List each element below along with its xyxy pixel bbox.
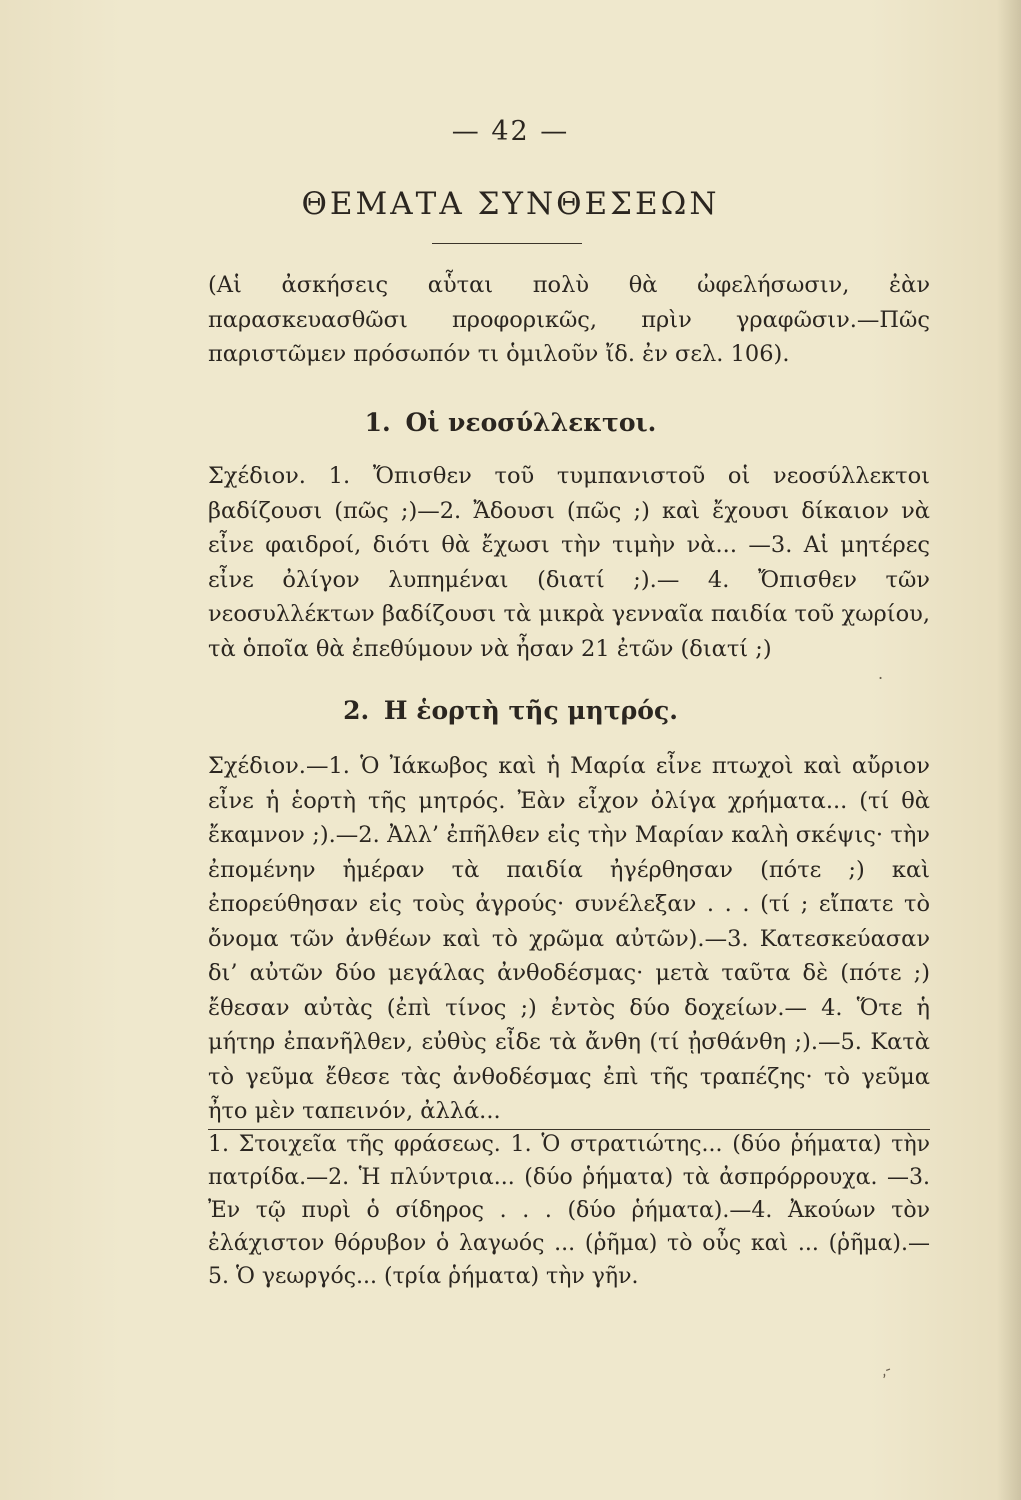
section-1-number: 1. [364,408,391,437]
page-edge-shadow [997,0,1021,1500]
section-2-heading [0,696,1021,725]
title-divider [432,243,582,244]
print-speck: ,- [877,1358,894,1381]
print-speck: . [878,664,884,683]
section-1-title: Οἱ νεοσύλλεκτοι. [405,408,657,437]
page-title: ΘΕΜΑΤΑ ΣΥΝΘΕΣΕΩΝ [301,186,720,222]
section-2-body: Σχέδιον.—1. Ὁ Ἰάκωβος καὶ ἡ Μαρία εἶνε πτωχοὶ καὶ αὔριον εἶνε ἡ ἑορτὴ τῆς μητρός. Ἐὰν εἶχον ὀλίγα χρήματα... (τί θὰ ἔκαμνον ;).—2. Ἀλλ’ ἐπῆλθεν εἰς τὴν Μαρίαν καλὴ σκέψις· τὴν ἐπομένην ἡμέραν τὰ παιδία ἠγέρθησαν (πότε ;) καὶ ἐπορεύθησαν εἰς τοὺς ἀγρούς· συνέλεξαν . . . (τί ; εἴπατε τὸ ὄνομα τῶν ἀνθέων καὶ τὸ χρῶμα αὐτῶν).—3. Κατεσκεύασαν δι’ αὐτῶν δύο μεγάλας ἀνθοδέσμας· μετὰ ταῦτα δὲ (πότε ;) ἔθεσαν αὐτὰς (ἐπὶ τίνος ;) ἐντὸς δύο δοχείων.— 4. Ὅτε ἡ μήτηρ ἐπανῆλθεν, εὐθὺς εἶδε τὰ ἄνθη (τί ᾐσθάνθη ;).—5. Κατὰ τὸ γεῦμα ἔθεσε τὰς ἀνθοδέσμας ἐπὶ τῆς τραπέζης· τὸ γεῦμα ἦτο μὲν ταπεινόν, ἀλλά... [208,753,930,1124]
footnote: 1. Στοιχεῖα τῆς φράσεως. 1. Ὁ στρατιώτης... (δύο ῥήματα) τὴν πατρίδα.—2. Ἡ πλύντρια... (δύο ῥήματα) τὰ ἀσπρόρρουχα. —3. Ἐν τῷ πυρὶ ὁ σίδηρος . . . (δύο ῥήματα).—4. Ἀκούων τὸν ἐλάχιστον θόρυβον ὁ λαγωός ... (ῥῆμα) τὸ οὖς καὶ ... (ῥῆμα).— 5. Ὁ γεωργός... (τρία ῥήματα) τὴν γῆν. [208,1132,930,1289]
section-2-title: Η ἑορτὴ τῆς μητρός. [383,696,678,725]
intro-paragraph: (Αἱ ἀσκήσεις αὗται πολὺ θὰ ὠφελήσωσιν, ἐὰν παρασκευασθῶσι προφορικῶς, πρὶν γραφῶσιν.—Πῶς παριστῶμεν πρόσωπόν τι ὁμιλοῦν ἴδ. ἐν σελ. 106). [208,272,930,367]
section-2-number: 2. [343,696,370,725]
page-number: — 42 — [451,116,570,147]
section-1-body: Σχέδιον. 1. Ὄπισθεν τοῦ τυμπανιστοῦ οἱ νεοσύλλεκτοι βαδίζουσι (πῶς ;)—2. Ἄδουσι (πῶς ;) καὶ ἔχουσι δίκαιον νὰ εἶνε φαιδροί, διότι θὰ ἔχωσι τὴν τιμὴν νὰ... —3. Αἱ μητέρες εἶνε ὀλίγον λυπημέναι (διατί ;).— 4. Ὄπισθεν τῶν νεοσυλλέκτων βαδίζουσι τὰ μικρὰ γενναῖα παιδία τοῦ χωρίου, τὰ ὁποῖα θὰ ἐπεθύμουν νὰ ἦσαν 21 ἐτῶν (διατί ;) [208,463,930,662]
section-1-heading [0,408,1021,437]
